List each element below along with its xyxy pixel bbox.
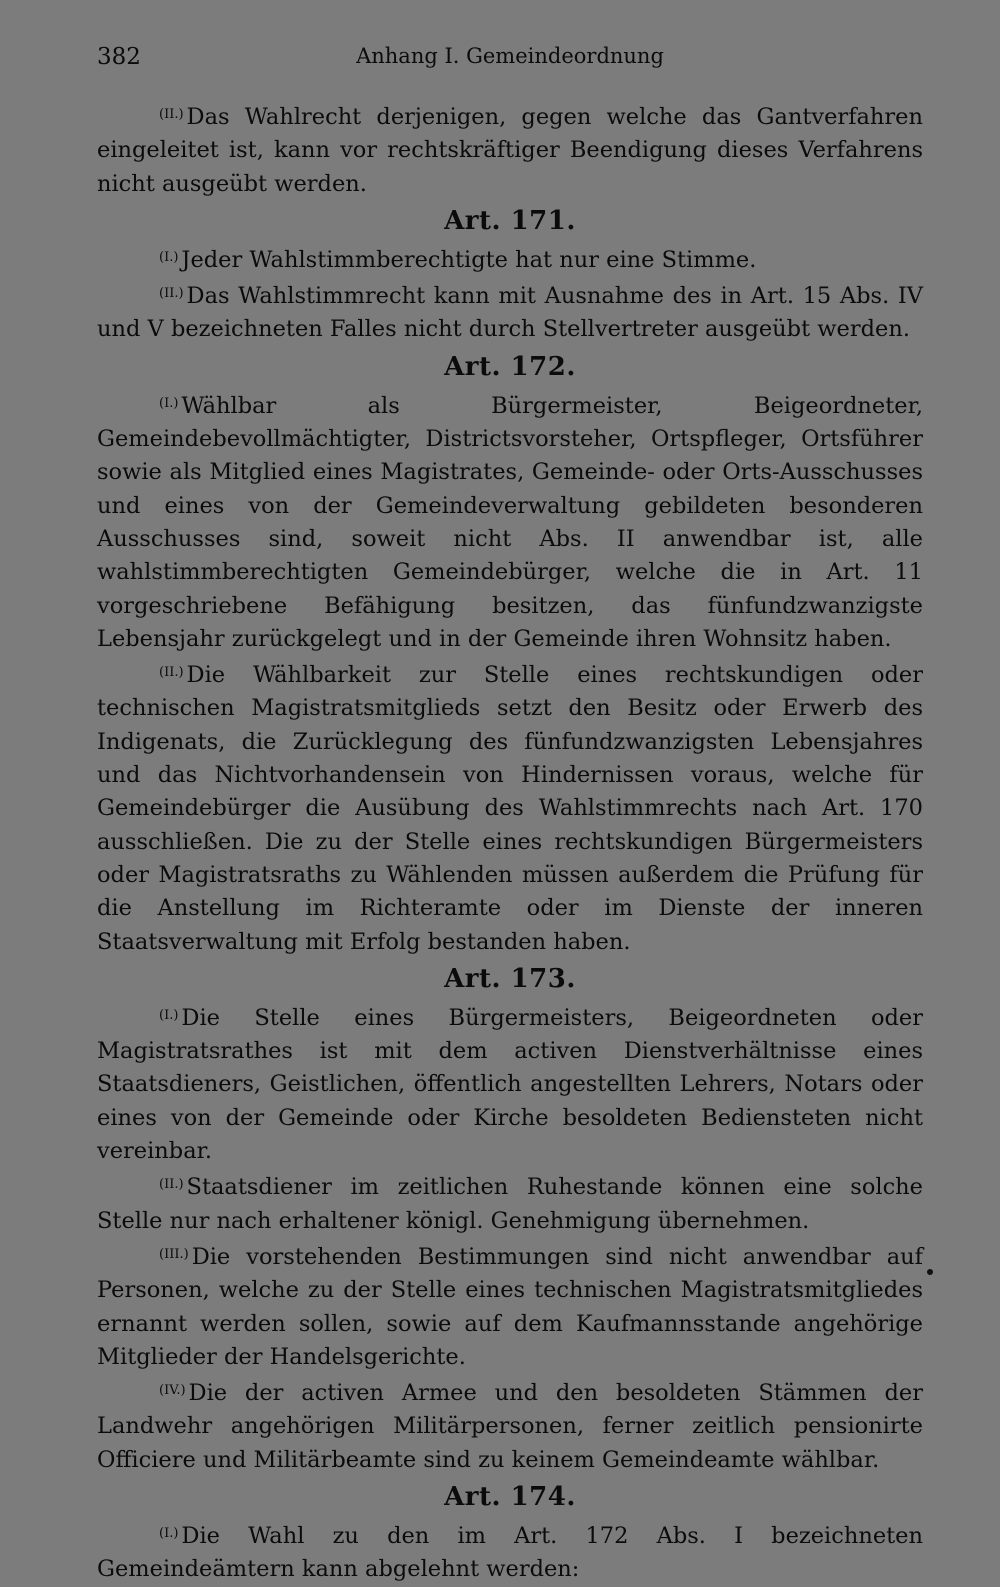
paragraph-173-2 — [97, 1168, 923, 1238]
paragraph-173-1 — [97, 999, 923, 1168]
article-heading-174: Art. 174. — [444, 1481, 576, 1512]
paragraph-text: Wählbar als Bürgermeister, Beigeordneter, Gemeindebevollmächtigter, Districtsvorsteher, Ortspfleger, Ortsführer sowie als Mitglied eines Magistrates, Gemeinde- oder Orts-Ausschusses und eines von der Gemeindeverwaltung gebildeten besonderen Ausschusses sind, soweit nicht Abs. II anwendbar ist, alle wahlstimmberechtigten Gemeindebürger, welche die in Art. 11 vorgeschriebene Befähigung besitzen, das fünfundzwanzigste Lebensjahr zurückgelegt und in der Gemeinde ihren Wohnsitz haben. — [97, 392, 923, 652]
paragraph-text: Die der activen Armee und den besoldeten Stämmen der Landwehr angehörigen Militärpersonen, ferner zeitlich pensionirte Officiere und Militärbeamte sind zu keinem Gemeindeamte wählbar. — [97, 1380, 923, 1473]
paragraph-171-1 — [97, 241, 923, 277]
paragraph-174-1 — [97, 1517, 923, 1587]
paragraph-text: Jeder Wahlstimmberechtigte hat nur eine Stimme. — [181, 246, 757, 273]
paragraph-marker: (III.) — [159, 1246, 189, 1262]
page-header — [97, 42, 923, 78]
article-heading-172: Art. 172. — [444, 351, 576, 382]
paragraph-marker: (I.) — [159, 1525, 179, 1541]
paragraph-text: Die Wahl zu den im Art. 172 Abs. I bezeichneten Gemeindeämtern kann abgelehnt werden: — [97, 1522, 923, 1583]
paragraph-172-2 — [97, 656, 923, 959]
paragraph-marker: (I.) — [159, 1007, 179, 1023]
paragraph-text: Die vorstehenden Bestimmungen sind nicht anwendbar auf Personen, welche zu der Stelle eines technischen Magistratsmitgliedes ernannt werden sollen, sowie auf dem Kaufmannsstande angehörige Mitglieder der Handelsgerichte. — [97, 1243, 923, 1370]
page-number: 382 — [97, 44, 141, 70]
paragraph-marker: (I.) — [159, 249, 179, 265]
paragraph-marker: (II.) — [159, 665, 184, 681]
paragraph-text: Das Wahlstimmrecht kann mit Ausnahme des in Art. 15 Abs. IV und V bezeichneten Falles nicht durch Stellvertreter ausgeübt werden. — [97, 283, 923, 343]
paragraph-marker: (I.) — [159, 395, 179, 411]
running-title: Anhang I. Gemeindeordnung — [356, 44, 664, 68]
paragraph-marker: (II.) — [159, 1177, 184, 1193]
paragraph-text: Die Wählbarkeit zur Stelle eines rechtskundigen oder technischen Magistratsmitglieds setzt den Besitz oder Erwerb des Indigenats, die Zurücklegung des fünfundzwanzigsten Lebensjahres und das Nichtvorhandensein von Hindernissen voraus, welche für Gemeindebürger die Ausübung des Wahlstimmrechts nach Art. 170 ausschließen. Die zu der Stelle eines rechtskundigen Bürgermeisters oder Magistratsraths zu Wählenden müssen außerdem die Prüfung für die Anstellung im Richteramte oder im Dienste der inneren Staatsverwaltung mit Erfolg bestanden haben. — [97, 662, 923, 955]
paragraph-text: Das Wahlrecht derjenigen, gegen welche das Gantverfahren eingeleitet ist, kann vor rechtskräftiger Beendigung dieses Verfahrens nicht ausgeübt werden. — [97, 104, 923, 197]
paragraph-marker: (II.) — [159, 286, 184, 302]
paragraph-173-4 — [97, 1374, 923, 1477]
paragraph-173-3 — [97, 1238, 923, 1374]
ink-speck — [927, 1269, 933, 1275]
paragraph-text: Staatsdiener im zeitlichen Ruhestande können eine solche Stelle nur nach erhaltener königl. Genehmigung übernehmen. — [97, 1174, 923, 1234]
paragraph-text: Die Stelle eines Bürgermeisters, Beigeordneten oder Magistratsrathes ist mit dem activen Dienstverhältnisse eines Staatsdieners, Geistlichen, öffentlich angestellten Lehrers, Notars oder eines von der Gemeinde oder Kirche besoldeten Bediensteten nicht vereinbar. — [97, 1004, 923, 1165]
article-heading-171: Art. 171. — [444, 205, 576, 236]
paragraph-171-2 — [97, 277, 923, 347]
paragraph-marker: (II.) — [159, 107, 184, 122]
paragraph-marker: (IV.) — [159, 1383, 186, 1399]
paragraph-gantverfahren — [97, 98, 923, 201]
paragraph-172-1 — [97, 387, 923, 656]
page-body — [97, 98, 923, 1587]
article-heading-173: Art. 173. — [444, 963, 576, 994]
